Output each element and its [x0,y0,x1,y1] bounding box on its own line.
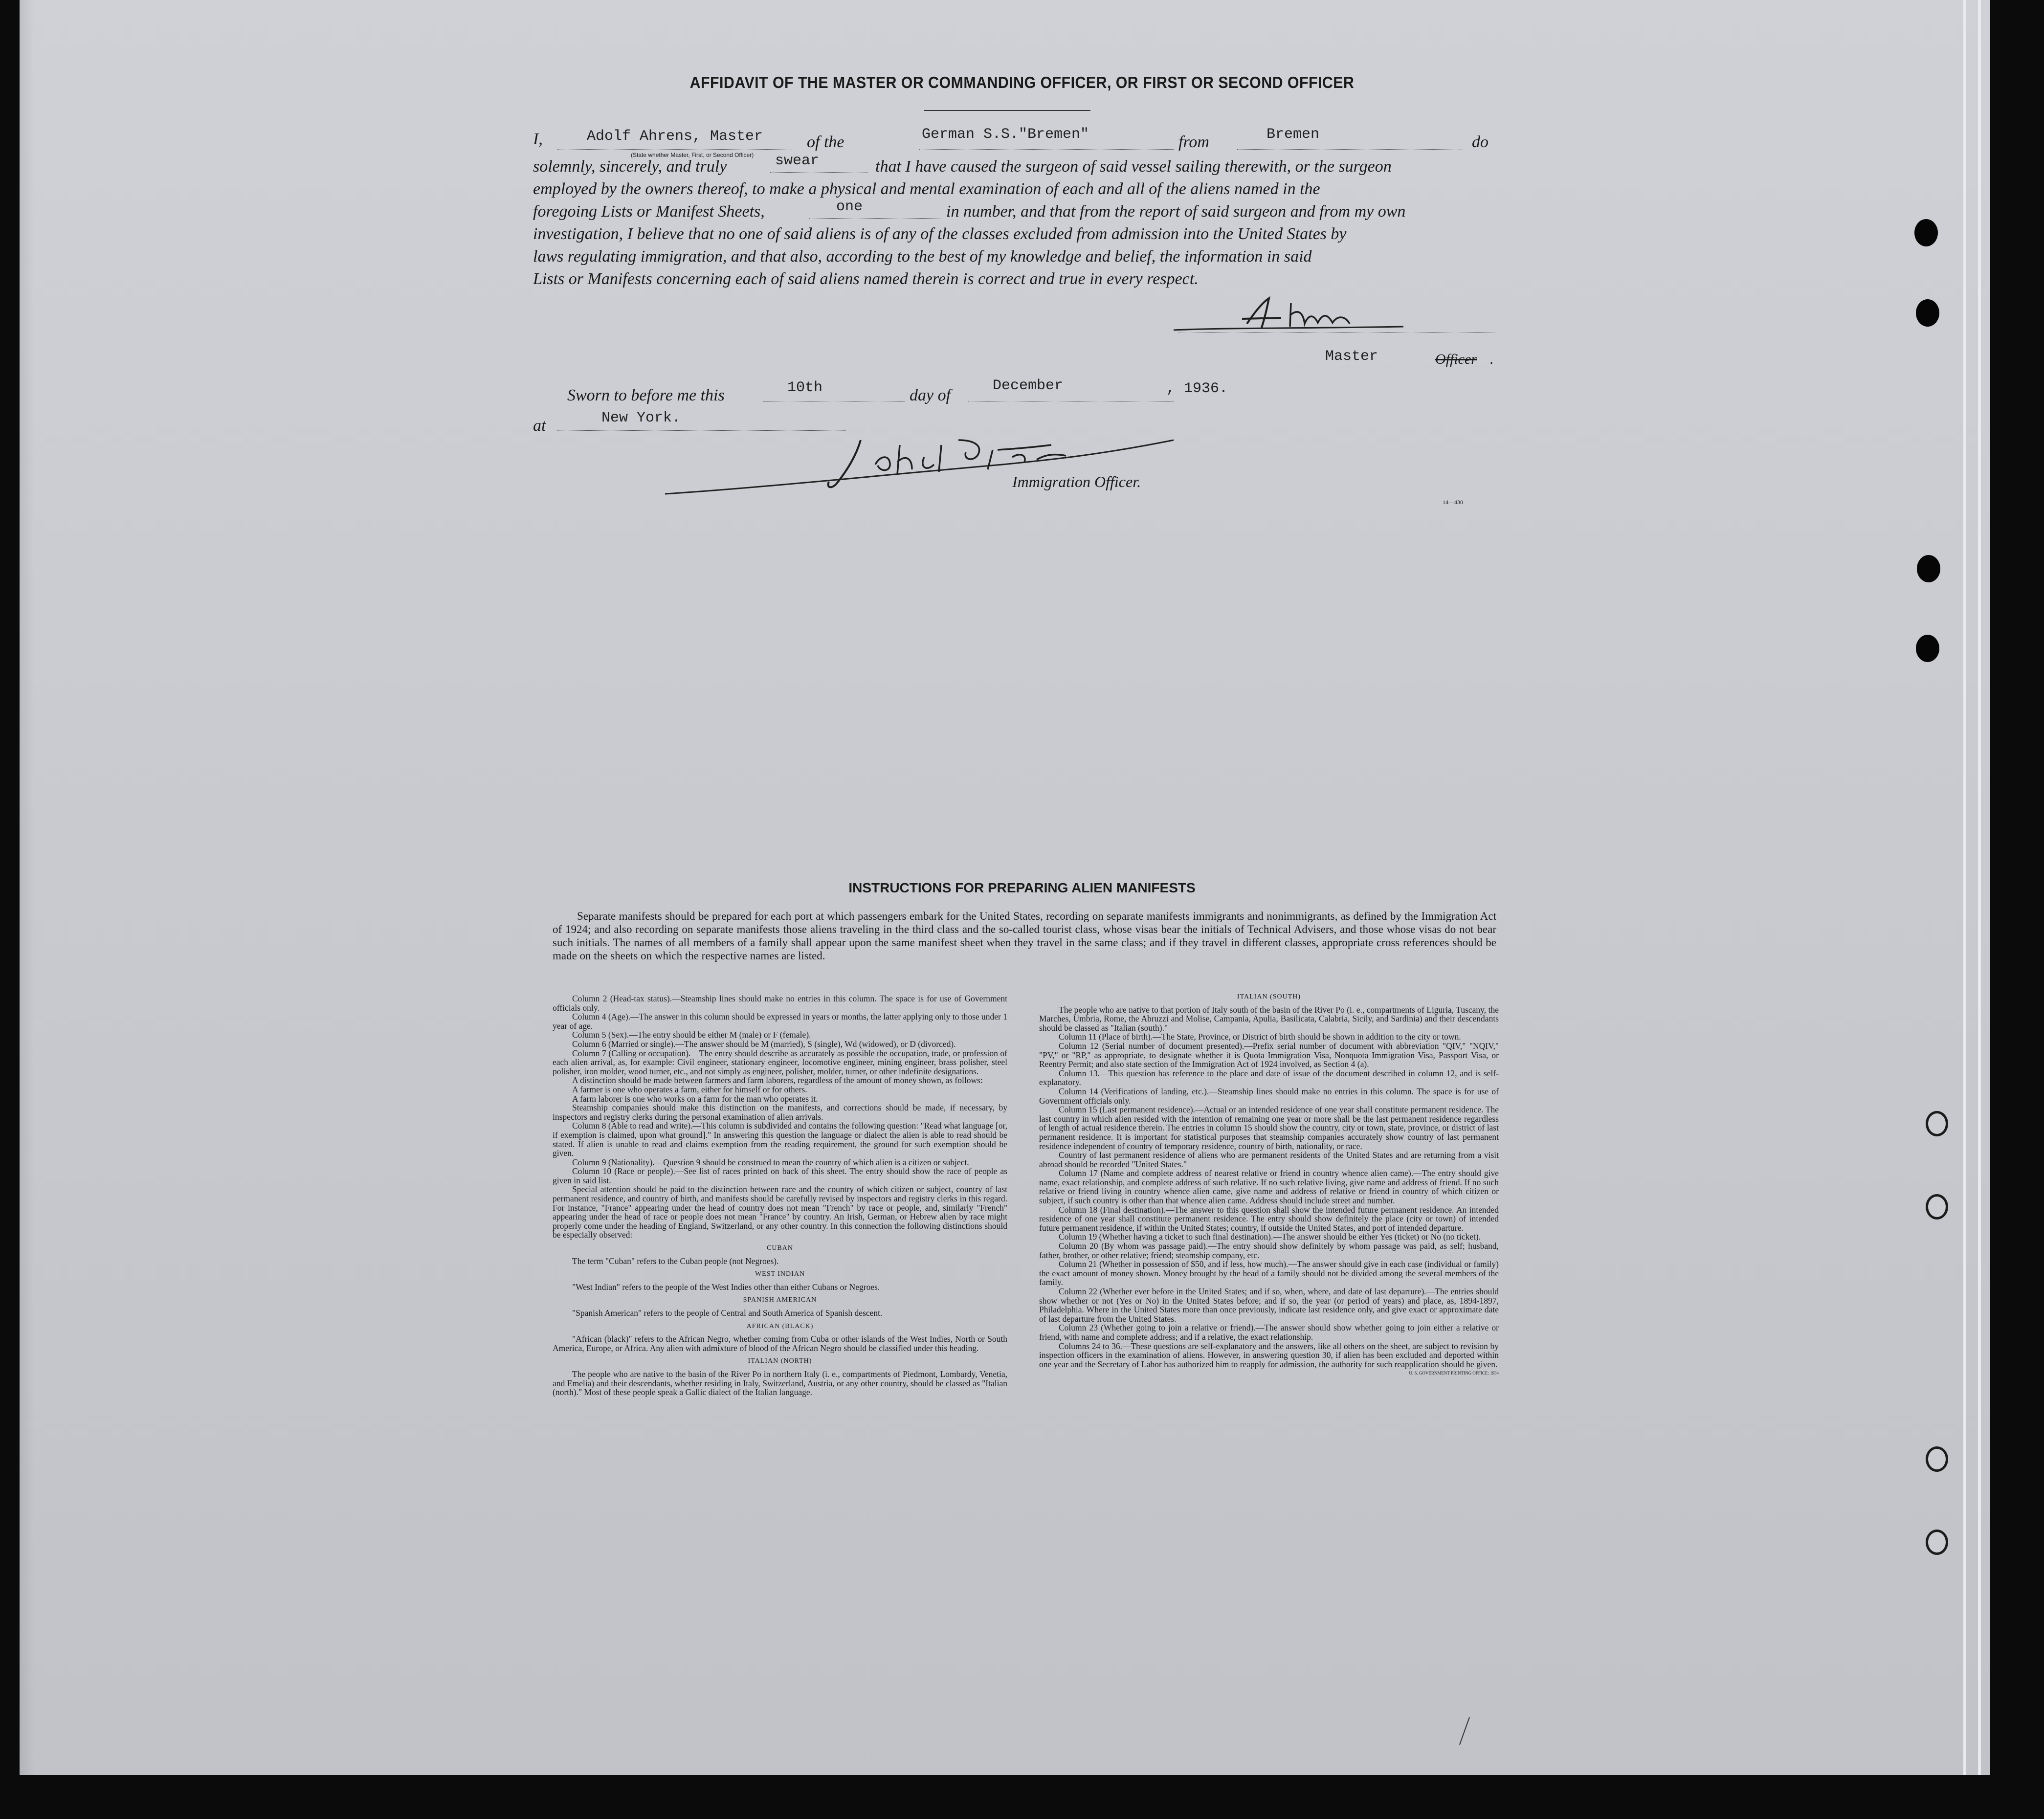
instruction-paragraph: Column 23 (Whether going to join a relative or friend).—The answer should show whether going to join either a relative or friend, with name and complete address; and if a relative, the exact relationship. [1039,1323,1499,1342]
instruction-paragraph: "African (black)" refers to the African Negro, whether coming from Cuba or other islands of the West Indies, North or South America, Europe, or Africa. Any alien with admixture of blood of the African Negro should be classified under this heading. [553,1334,1007,1353]
instruction-paragraph: Column 6 (Married or single).—The answer should be M (married), S (single), Wd (widowed), or D (divorced). [572,1039,956,1049]
subheading-italian-south: ITALIAN (SOUTH) [1237,993,1301,1000]
instruction-paragraph: A farmer is one who operates a farm, either for himself or for others. [572,1084,807,1094]
instruction-paragraph: Country of last permanent residence of aliens who are permanent residents of the United States and are returning from a visit abroad should be recorded "United States." [1039,1150,1499,1169]
subheading-spanish-american: SPANISH AMERICAN [743,1296,817,1304]
signer-struck: Officer [1435,351,1477,367]
sworn-day: 10th [787,379,823,396]
affidavit-line-2b: that I have caused the surgeon of said vessel sailing therewith, or the surgeon [875,157,1392,176]
officer-caption: Immigration Officer. [1012,473,1141,490]
instruction-paragraph: Column 19 (Whether having a ticket to such final destination).—The answer should be either Yes (ticket) or No (no ticket). [1059,1232,1481,1242]
word-i: I, [533,130,543,148]
officer-name: Adolf Ahrens, Master [587,128,763,145]
instruction-paragraph: Column 5 (Sex).—The entry should be either M (male) or F (female). [572,1030,811,1040]
oath-line [770,172,868,173]
instruction-paragraph: Columns 24 to 36.—These questions are self-explanatory and the answers, like all others on the sheet, are subject to revision by inspection officers in the examination of aliens. However, in answering question 30, if alien has been excluded and deported within one year and the Secretary of Labor has authorized him to reapply for admission, the authority for such reapplication should be given. [1039,1341,1499,1369]
sworn-month: December [993,377,1064,394]
punch-hole [1914,219,1938,246]
count-line [809,218,941,219]
sheet-count: one [836,199,863,215]
sworn-text: Sworn to before me this [567,386,725,404]
affidavit-line-7: Lists or Manifests concerning each of said aliens named therein is correct and true in every respect. [533,270,1199,288]
sworn-place: New York. [601,410,681,426]
instruction-paragraph: The people who are native to that portion of Italy south of the basin of the River Po (i. e., compartments of Liguria, Tuscany, the Marches, Umbria, Rome, the Abruzzi and Molise, Campania, Apulia, Basilicata, Calabria, Sicily, and Sardinia) and their descendants should be classed as "Italian (south)." [1039,1004,1499,1033]
ship-line [919,149,1174,150]
instruction-paragraph: Column 7 (Calling or occupation).—The entry should describe as accurately as possible the occupation, trade, or profession of each alien arrival, as, for example: Civil engineer, stationary engineer, locomotive engineer, mining engineer, brass polisher, steel polisher, iron molder, wood turner, etc., and not simply as engineer, polisher, molder, turner, or other indefinite designations. [553,1048,1007,1076]
affidavit-line-4a: foregoing Lists or Manifest Sheets, [533,202,765,221]
instruction-paragraph: "West Indian" refers to the people of the West Indies other than either Cubans or Negroes. [572,1282,880,1292]
printing-office-footnote: U. S. GOVERNMENT PRINTING OFFICE: 1934 [1409,1371,1499,1376]
name-line [557,149,792,150]
punch-hole [1916,299,1939,327]
oath-word: swear [775,153,820,169]
instruction-paragraph: Column 20 (By whom was passage paid).—The entry should show definitely by whom passage was paid, as self; husband, father, brother, or other relative; friend; steamship company, etc. [1039,1241,1499,1260]
form-number: 14—430 [1443,499,1463,506]
subheading-cuban: CUBAN [766,1244,793,1252]
affidavit-title: AFFIDAVIT OF THE MASTER OR COMMANDING OFFICER, OR FIRST OR SECOND OFFICER [689,73,1355,91]
instruction-paragraph: Column 22 (Whether ever before in the United States; and if so, when, where, and date of last departure).—The entries should show whether or not (Yes or No) in the United States before; and if so, the year (or period of years) and place, as, 1894-1897, Philadelphia. Where in the United States more than once previously, indicate last residence only, and give exact or approximate date of last departure from the United States. [1039,1287,1499,1324]
instruction-paragraph: Column 9 (Nationality).—Question 9 should be construed to mean the country of which alien is a citizen or subject. [572,1157,969,1167]
punch-hole [1926,1530,1948,1555]
word-do: do [1472,133,1489,151]
instruction-paragraph: Column 17 (Name and complete address of nearest relative or friend in country whence alien came).—The entry should give name, exact relationship, and complete address of such relative. If no such relative living, give name and address of friend. If no such relative or friend living in country whence alien came, give name and address of relative or friend in country of which citizen or subject, if such country is other than that whence alien came. Address should include street and number. [1039,1168,1499,1206]
instructions-left-column [553,994,1007,1397]
instruction-paragraph: Column 21 (Whether in possession of $50, and if less, how much).—The answer should give in each case (individual or family) the exact amount of money shown. Money brought by the head of a family should not be divided among the several members of the family. [1039,1259,1499,1287]
affidavit-line-5: investigation, I believe that no one of said aliens is of any of the classes excluded from admission into the United States by [533,225,1347,243]
instruction-paragraph: Column 12 (Serial number of document presented).—Prefix serial number of document with abbreviation "QIV," "NQIV," "PV," or "RP," as appropriate, to designate whether it is Quota Immigration Visa, Nonquota Immigration Visa, Passport Visa, or Reentry Permit; and also state section of the Immigration Act of 1924 involved, as Section 4 (a). [1039,1041,1499,1069]
instruction-paragraph: Column 14 (Verifications of landing, etc.).—Steamship lines should make no entries in this column. The space is for use of Government officials only. [1039,1086,1499,1106]
instruction-paragraph: Column 11 (Place of birth).—The State, Province, or District of birth should be shown in addition to the city or town. [1059,1032,1461,1042]
port-line [1237,149,1462,150]
pencil-mark [1457,1716,1472,1746]
subheading-west-indian: WEST INDIAN [755,1270,805,1278]
instruction-paragraph: Column 15 (Last permanent residence).—Actual or an intended residence of one year shall constitute permanent residence. The last country in which alien resided with the intention of remaining one year or more shall be the last permanent residence regardless of length of actual residence therein. The entries in column 15 should show the country, city or town, state, province, or district of last permanent residence. It is important for statistical purposes that steamship companies accurately show country of last permanent residence independent of country of temporary residence, country of birth, nationality, or race. [1039,1105,1499,1151]
signer-rank: Master [1325,348,1378,365]
at-text: at [533,417,546,435]
sworn-year: , 1936. [1166,380,1228,397]
instruction-paragraph: Column 2 (Head-tax status).—Steamship lines should make no entries in this column. The space is for use of Government officials only. [553,994,1007,1013]
punch-hole [1926,1194,1948,1220]
subheading-african: AFRICAN (BLACK) [746,1322,814,1330]
word-from: from [1178,133,1209,151]
affidavit-line-4b: in number, and that from the report of said surgeon and from my own [946,202,1406,221]
punch-hole [1926,1111,1948,1136]
master-signature [1169,293,1413,337]
punch-hole [1917,555,1940,582]
instruction-paragraph: Column 10 (Race or people).—See list of races printed on back of this sheet. The entry should show the race of people as given in said list. [553,1166,1007,1185]
name-caption: (State whether Master, First, or Second Officer) [631,152,754,158]
instruction-paragraph: Column 18 (Final destination).—The answer to this question shall show the intended future permanent residence. An intended residence of one year shall constitute permanent residence. The entry should show definitely the place (city or town) of intended future permanent residence, if within the United States; country, if outside the United States, and port of intended departure. [1039,1204,1499,1233]
instruction-paragraph: A farm laborer is one who works on a farm for the man who operates it. [572,1093,818,1104]
punch-hole [1926,1446,1948,1472]
instruction-paragraph: Steamship companies should make this distinction on the manifests, and corrections should be made, if necessary, by inspectors and registry clerks during the personal examination of alien arrivals. [553,1103,1007,1122]
instruction-paragraph: A distinction should be made between farmers and farm laborers, regardless of the amount of money shown, as follows: [572,1075,983,1086]
instruction-paragraph: Column 8 (Able to read and write).—This column is subdivided and contains the following question: "Read what language [or, if exemption is claimed, upon what ground]." In answering this question the language or dialect the alien is able to read should be stated. If alien is unable to read and claims exemption from the reading requirement, the ground for such exemption should be given. [553,1121,1008,1158]
instructions-title: INSTRUCTIONS FOR PREPARING ALIEN MANIFESTS [848,880,1196,895]
ship-name: German S.S."Bremen" [922,126,1089,143]
day-of-text: day of [910,386,951,404]
departure-port: Bremen [1266,126,1320,143]
affidavit-line-3: employed by the owners thereof, to make a physical and mental examination of each and all of the aliens named in the [533,180,1320,198]
instructions-right-column [1039,993,1499,1378]
instruction-paragraph: The people who are native to the basin of the River Po in northern Italy (i. e., compartments of Piedmont, Lombardy, Venetia, and Emelia) and their descendants, whether residing in Italy, Switzerland, Austria, or any other country, should be classed as "Italian (north)." Most of these people speak a Gallic dialect of the Italian language. [553,1369,1007,1398]
subheading-italian-north: ITALIAN (NORTH) [748,1357,812,1365]
instruction-paragraph: The term "Cuban" refers to the Cuban people (not Negroes). [572,1256,779,1266]
affidavit-line-6: laws regulating immigration, and that also, according to the best of my knowledge and belief, the information in said [533,247,1312,266]
signer-end: . [1490,351,1494,367]
instruction-paragraph: Column 4 (Age).—The answer in this column should be expressed in years or months, the latter applying only to those under 1 year of age. [553,1012,1007,1031]
instructions-intro: Separate manifests should be prepared for each port at which passengers embark for the United States, recording on separate manifests immigrants and nonimmigrants, as defined by the Immigration Act of 1924; and also recording on separate manifests those aliens traveling in the third class and the so-called tourist class, whose visas bear the initials of Technical Advisers, and those whose visas do not bear such initials. The names of all members of a family shall appear upon the same manifest sheet when they travel in the same class; and if they travel in different classes, appropriate cross references should be made on the sheets on which the respective names are listed. [553,910,1496,962]
title-rule [924,110,1090,111]
affidavit-line-2a: solemnly, sincerely, and truly [533,157,727,176]
punch-hole [1916,635,1939,662]
instruction-paragraph: "Spanish American" refers to the people of Central and South America of Spanish descent. [572,1308,883,1318]
instruction-paragraph: Special attention should be paid to the distinction between race and the country of which citizen or subject, country of last permanent residence, and country of birth, and manifests should be carefully revised by inspectors and registry clerks in this regard. For instance, "France" appearing under the head of country does not mean "French" by race or people, and, similarly "French" appearing under the head of race or people does not mean "France" by country. An Irish, German, or Hebrew alien by race might properly come under the heading of England, Switzerland, or any other country. In this connection the following distinctions should be especially observed: [553,1184,1007,1240]
instruction-paragraph: Column 13.—This question has reference to the place and date of issue of the document described in column 12, and is self-explanatory. [1039,1068,1499,1087]
word-of-the: of the [807,133,844,151]
